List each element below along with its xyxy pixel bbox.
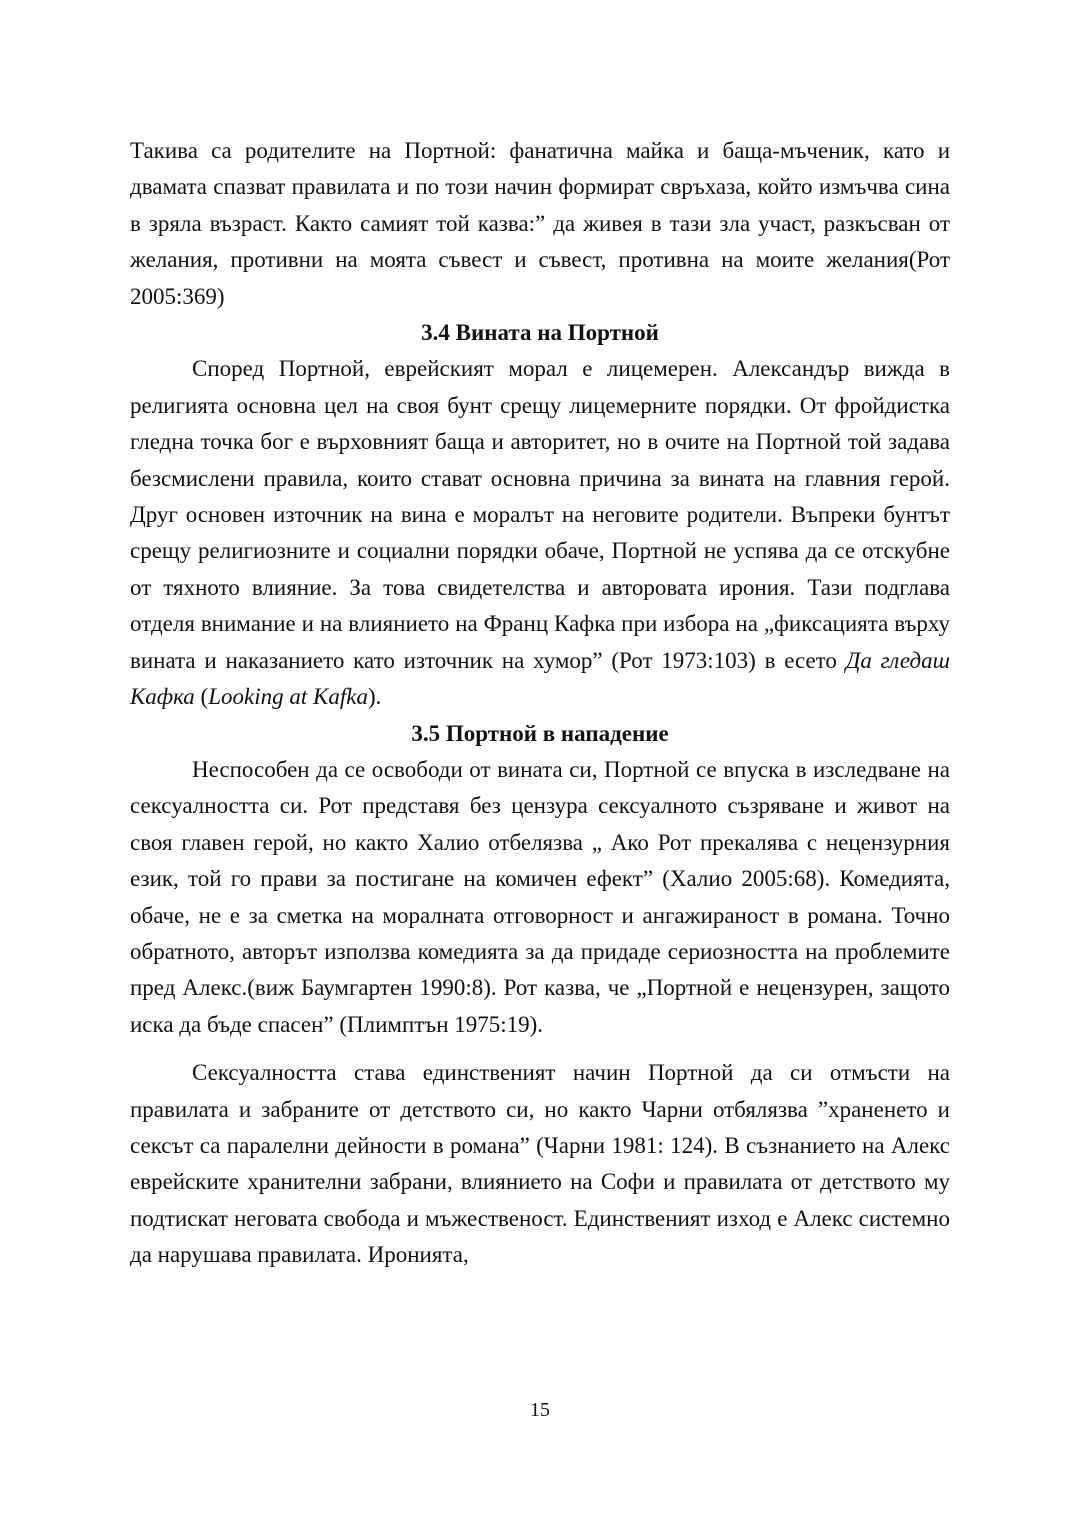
paren-close: ). [367,684,382,710]
essay-title-bg: Да гледаш Кафка [130,647,950,710]
section-3-5-paragraph-1: Неспособен да се освободи от вината си, Портной се впуска в изследване на сексуалността си. Рот представя без цензура сексуалното съзряване и живот на своя главен герой, но както Халио отбелязва „ Ако Рот прекалява с нецензурния език, той го прави за постигане на комичен ефект” (Халио 2005:68). Комедията, обаче, не е за сметка на моралната отговорност и ангажираност в романа. Точно обратното, авторът използва комедията за да придаде сериозността на проблемите пред Алекс.(виж Баумгартен 1990:8). Рот казва, че „Портной е нецензурен, защото иска да бъде спасен” (Плимптън 1975:19). [130,756,950,1037]
section-heading-3-4: 3.4 Вината на Портной [421,320,659,346]
paren-open: ( [194,684,209,710]
section-3-4-paragraph [130,351,950,715]
document-body [130,133,950,1274]
essay-title-en: Looking at Kafka [208,684,368,710]
section-heading-3-5: 3.5 Портной в нападение [411,720,669,746]
section-3-4-paragraph-text: Според Портной, еврейският морал е лицемерен. Александър вижда в религията основна цел на своя бунт срещу лицемерните порядки. От фройдистка гледна точка бог е върховният баща и авторитет, но в очите на Портной той задава безсмислени правила, които стават основна причина за вината на главния герой. Друг основен източник на вина е моралът на неговите родители. Въпреки бунтът срещу религиозните и социални порядки обаче, Портной не успява да се отскубне от тяхното влияние. За това свидетелства и авторовата ирония. Тази подглава отделя внимание и на влиянието на Франц Кафка при избора на „фиксацията върху вината и наказанието като източник на хумор” (Рот 1973:103) в есето [130,356,950,673]
section-3-5-paragraph-2: Сексуалността става единственият начин Портной да си отмъсти на правилата и забраните от детството си, но както Чарни отбялязва ”храненето и сексът са паралелни дейности в романа” (Чарни 1981: 124). В съзнанието на Алекс еврейските хранителни забрани, влиянието на Софи и правилата от детството му подтискат неговата свобода и мъжественост. Единственият изход е Алекс системно да нарушава правилата. Иронията, [130,1060,950,1268]
intro-paragraph: Такива са родителите на Портной: фанатична майка и баща-мъченик, като и двамата спазват правилата и по този начин формират свръхаза, който измъчва сина в зряла възраст. Както самият той казва:” да живея в тази зла участ, разкъсван от желания, противни на моята съвест и съвест, противна на моите желания(Рот 2005:369) [130,138,950,309]
page-number: 15 [530,1399,550,1421]
